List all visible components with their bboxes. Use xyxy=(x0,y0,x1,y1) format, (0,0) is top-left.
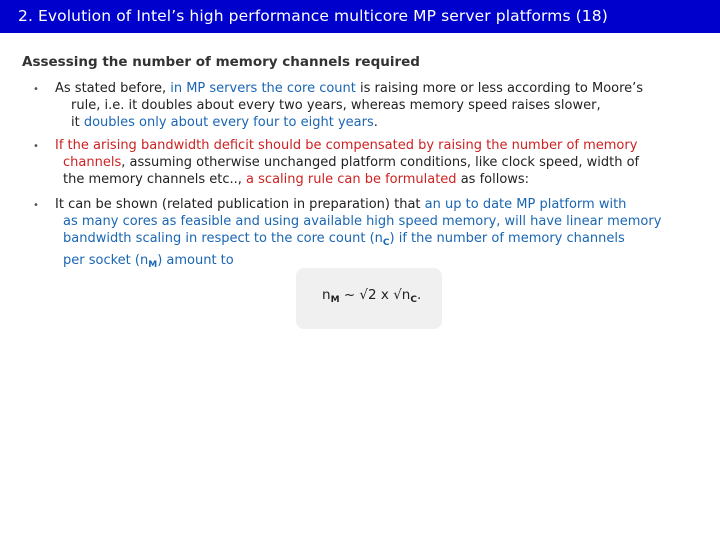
bullet-paragraph-2 xyxy=(55,137,715,188)
scaling-formula: $n_M$ ~ √2 x $√n_C$. xyxy=(322,287,422,305)
paragraph-line: It can be shown (related publication in preparation) that an up to date MP platform with xyxy=(55,197,627,212)
bullet-paragraph-3 xyxy=(55,196,715,274)
bullet-marker: • xyxy=(33,84,39,95)
paragraph-line: As stated before, in MP servers the core count is raising more or less according to Moore’s xyxy=(55,81,644,96)
bullet-paragraph-1 xyxy=(55,80,715,131)
paragraph-line: rule, i.e. it doubles about every two years, whereas memory speed raises slower, xyxy=(71,98,601,113)
paragraph-line: If the arising bandwidth deficit should be compensated by raising the number of memory xyxy=(55,138,638,153)
bullet-marker: • xyxy=(33,200,39,211)
title-divider xyxy=(0,33,720,35)
paragraph-line: it doubles only about every four to eight years. xyxy=(71,115,378,130)
paragraph-line: per socket $(n_M)$ amount to xyxy=(63,253,234,270)
section-heading: Assessing the number of memory channels required xyxy=(22,54,420,70)
slide-title: 2. Evolution of Intel’s high performance multicore MP server platforms (18) xyxy=(18,7,608,25)
paragraph-line: the memory channels etc.., a scaling rule can be formulated as follows: xyxy=(63,172,530,187)
paragraph-line: channels, assuming otherwise unchanged platform conditions, like clock speed, width of xyxy=(63,155,640,170)
bullet-marker: • xyxy=(33,141,39,152)
paragraph-line: as many cores as feasible and using available high speed memory, will have linear memory xyxy=(63,214,662,229)
paragraph-line: bandwidth scaling in respect to the core count $(n_C)$ if the number of memory channels xyxy=(63,231,625,248)
